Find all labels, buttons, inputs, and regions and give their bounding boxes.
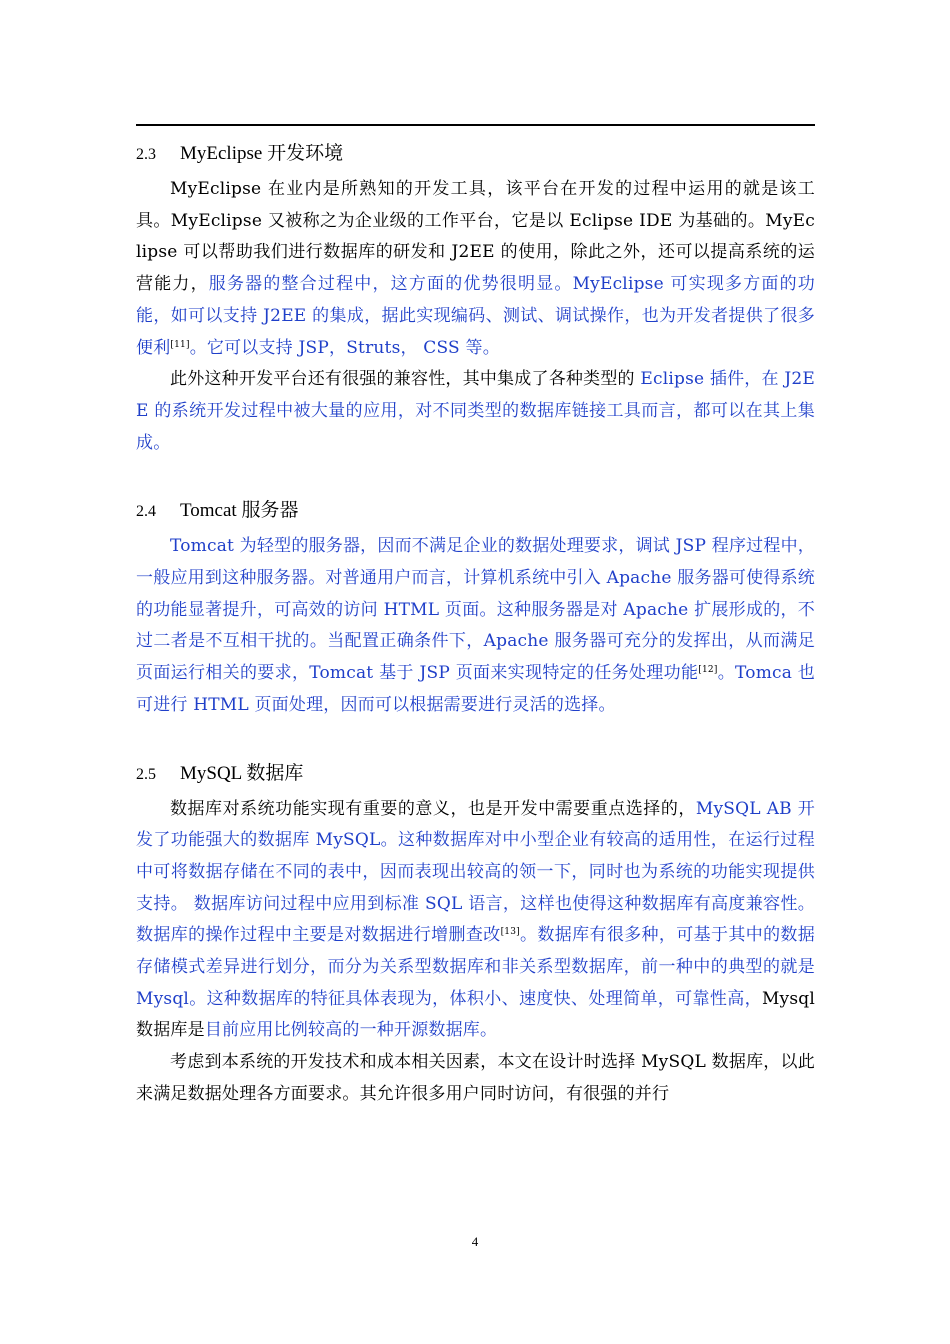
section-title: MyEclipse 开发环境: [180, 143, 344, 164]
body-paragraph: [136, 531, 815, 721]
text-run: 此外这种开发平台还有很强的兼容性，其中集成了各种类型的: [170, 369, 641, 390]
section-heading: [136, 495, 815, 527]
citation-ref: [13]: [500, 927, 520, 938]
text-run: 目前应用比例较高的一种开源数据库。: [204, 1020, 498, 1041]
section-2-3: [136, 138, 815, 459]
text-run: MySQL AB 开发了功能强大的数据库 MySQL。这种数据库对中小型企业有较高的适用性，在运行过程中可将数据存储在不同的表中，因而表现出较高的领一下，同时也为系统的功能实现提供支持。 数据库访问过程中应用到标准 SQL 语言，这样也使得这种数据库有高度兼容性。数据库的操作过程中主要是对数据进行增删查改: [136, 798, 815, 946]
section-heading: [136, 138, 815, 170]
section-2-5: [136, 758, 815, 1111]
text-run: 。Tomca 也可进行 HTML 页面处理，因而可以根据需要进行灵活的选择。: [136, 663, 815, 715]
body-paragraph: [136, 174, 815, 364]
text-run: Mysql 数据库是: [136, 988, 815, 1041]
citation-ref: [11]: [170, 339, 190, 350]
citation-ref: [12]: [698, 665, 718, 676]
body-paragraph: [136, 794, 815, 1048]
text-run: Eclipse 插件，在 J2EE 的系统开发过程中被大量的应用，对不同类型的数据库链接工具而言，都可以在其上集成。: [136, 369, 815, 453]
body-paragraph: [136, 1047, 815, 1110]
header-rule: [136, 124, 815, 126]
text-run: 服务器的整合过程中，这方面的优势很明显。MyEclipse 可实现多方面的功能，如可以支持 J2EE 的集成，据此实现编码、测试、调试操作，也为开发者提供了很多便利: [136, 274, 815, 358]
page-content: [136, 138, 815, 1111]
section-number: 2.5: [136, 765, 156, 783]
section-number: 2.3: [136, 146, 156, 163]
text-run: 考虑到本系统的开发技术和成本相关因素，本文在设计时选择 MySQL 数据库，以此来满足数据处理各方面要求。其允许很多用户同时访问，有很强的并行: [136, 1052, 815, 1104]
text-run: 。数据库有很多种，可基于其中的数据存储模式差异进行划分，而分为关系型数据库和非关系型数据库，前一种中的典型的就是 Mysql。这种数据库的特征具体表现为，体积小、速度快、处理简单，可靠性高，: [136, 925, 815, 1009]
section-2-4: [136, 495, 815, 721]
section-number: 2.4: [136, 503, 156, 521]
text-run: 。它可以支持 JSP，Struts， CSS 等。: [189, 337, 500, 358]
page-number: 4: [471, 1234, 479, 1249]
text-run: 数据库对系统功能实现有重要的意义，也是开发中需要重点选择的，: [170, 798, 696, 819]
section-title: MySQL 数据库: [180, 762, 304, 784]
section-heading: [136, 758, 815, 790]
body-paragraph: [136, 364, 815, 459]
text-run: MyEclipse 在业内是所熟知的开发工具，该平台在开发的过程中运用的就是该工具。MyEclipse 又被称之为企业级的工作平台，它是以 Eclipse IDE 为基础的。MyEclipse 可以帮助我们进行数据库的研发和 J2EE 的使用，除此之外，还可以提高系统的运营能力，: [136, 179, 815, 295]
section-title: Tomcat 服务器: [180, 500, 299, 522]
text-run: Tomcat 为轻型的服务器，因而不满足企业的数据处理要求，调试 JSP 程序过程中，一般应用到这种服务器。对普通用户而言，计算机系统中引入 Apache 服务器可使得系统的功能显著提升，可高效的访问 HTML 页面。这种服务器是对 Apache 扩展形成的，不过二者是不互相干扰的。当配置正确条件下，Apache 服务器可充分的发挥出，从而满足页面运行相关的要求，Tomcat 基于 JSP 页面来实现特定的任务处理功能: [136, 536, 815, 684]
